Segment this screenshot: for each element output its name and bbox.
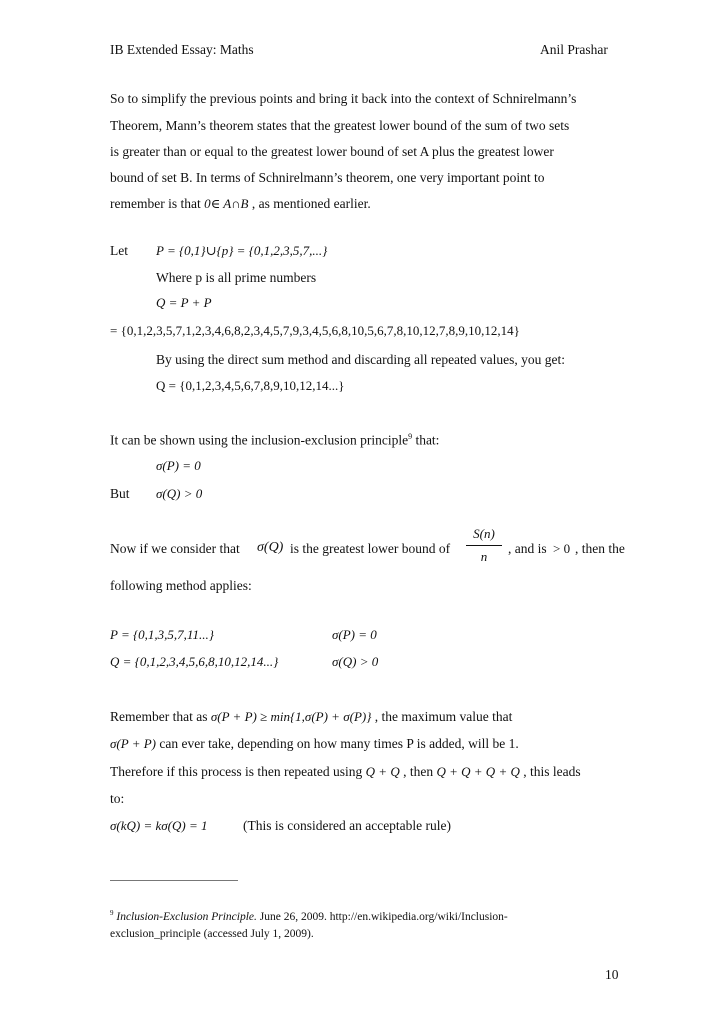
footnote-title: Inclusion-Exclusion Principle. (116, 910, 257, 923)
consider-pre: Now if we consider that (110, 541, 240, 556)
remember-l3-post: , this leads (523, 764, 581, 779)
direct-sum-line: By using the direct sum method and discarding all repeated values, you get: (156, 352, 566, 367)
inclusion-text-end: that: (412, 432, 440, 448)
q-result: Q = {0,1,2,3,4,5,6,7,8,9,10,12,14...} (156, 378, 345, 393)
intro-line-5-post: , as mentioned earlier. (251, 196, 371, 211)
footnote-mark: 9 (110, 909, 114, 917)
remember-l3-pre: Therefore if this process is then repeated using (110, 764, 363, 779)
header-left: IB Extended Essay: Maths (110, 42, 254, 57)
inclusion-text: It can be shown using the inclusion-exclusion principle (110, 432, 409, 448)
but-word: But (110, 486, 130, 501)
consider-line-2: following method applies: (110, 578, 252, 593)
remember-math: σ(P + P) ≥ min{1,σ(P) + σ(P)} (210, 709, 372, 724)
remember-line-3 (110, 764, 581, 780)
fraction-bar (466, 545, 502, 546)
intro-line-4: bound of set B. In terms of Schnirelmann’s theorem, one very important point to (110, 170, 545, 185)
intro-line-5-pre: remember is that (110, 196, 201, 211)
fraction-denominator: n (480, 549, 488, 564)
remember-l5-text: (This is considered an acceptable rule) (243, 818, 452, 833)
table-p-sigma: σ(P) = 0 (332, 627, 377, 642)
table-p-set: P = {0,1,3,5,7,11...} (110, 627, 214, 642)
inclusion-line (110, 432, 439, 449)
table-q-sigma: σ(Q) > 0 (332, 654, 379, 669)
intro-line-5-math: 0∈ A∩B (204, 196, 249, 211)
remember-l2-math: σ(P + P) (110, 736, 156, 751)
sigma-p-zero: σ(P) = 0 (156, 458, 201, 473)
footnote-line-2: exclusion_principle (accessed July 1, 2009). (110, 928, 314, 940)
remember-l3-mid: , then (403, 764, 434, 779)
remember-l5-math: σ(kQ) = kσ(Q) = 1 (110, 818, 208, 833)
remember-line-2 (110, 736, 519, 752)
consider-post-2: , then the (575, 541, 625, 556)
consider-sigma-q: σ(Q) (257, 540, 284, 555)
remember-line-1 (110, 709, 512, 725)
intro-line-2: Theorem, Mann’s theorem states that the greatest lower bound of the sum of two sets (110, 118, 570, 133)
consider-gt0: > 0 (553, 541, 571, 556)
remember-l3-m2: Q + Q + Q + Q (436, 764, 520, 779)
footnote-rest: June 26, 2009. http://en.wikipedia.org/wiki/Inclusion- (256, 910, 508, 923)
intro-line-3: is greater than or equal to the greatest lower bound of set A plus the greatest lower (110, 144, 554, 159)
q-definition: Q = P + P (156, 295, 212, 310)
long-set: = {0,1,2,3,5,7,1,2,3,4,6,8,2,3,4,5,7,9,3,4,5,6,8,10,5,6,7,8,10,12,7,8,9,10,12,14} (110, 323, 520, 338)
intro-line-1: So to simplify the previous points and bring it back into the context of Schnirelmann’s (110, 91, 577, 106)
consider-mid: is the greatest lower bound of (290, 541, 451, 556)
fraction-numerator: S(n) (473, 526, 495, 541)
remember-l2-text: can ever take, depending on how many times P is added, will be 1. (159, 736, 519, 751)
footnote-rule (110, 880, 238, 881)
p-definition: P = {0,1}∪{p} = {0,1,2,3,5,7,...} (156, 243, 328, 258)
let-word: Let (110, 243, 128, 258)
where-line: Where p is all prime numbers (156, 270, 317, 285)
intro-line-5 (110, 196, 371, 212)
consider-post-1: , and is (508, 541, 547, 556)
footnote-line-1 (110, 909, 508, 923)
table-q-set: Q = {0,1,2,3,4,5,6,8,10,12,14...} (110, 654, 279, 669)
footnote-ref: 9 (408, 432, 413, 441)
remember-post: , the maximum value that (374, 709, 513, 724)
remember-l3-m1: Q + Q (365, 764, 400, 779)
remember-line-4: to: (110, 791, 125, 806)
sigma-q-positive: σ(Q) > 0 (156, 486, 203, 501)
page-number: 10 (605, 967, 619, 982)
remember-pre: Remember that as (110, 709, 208, 724)
header-right: Anil Prashar (540, 42, 608, 57)
